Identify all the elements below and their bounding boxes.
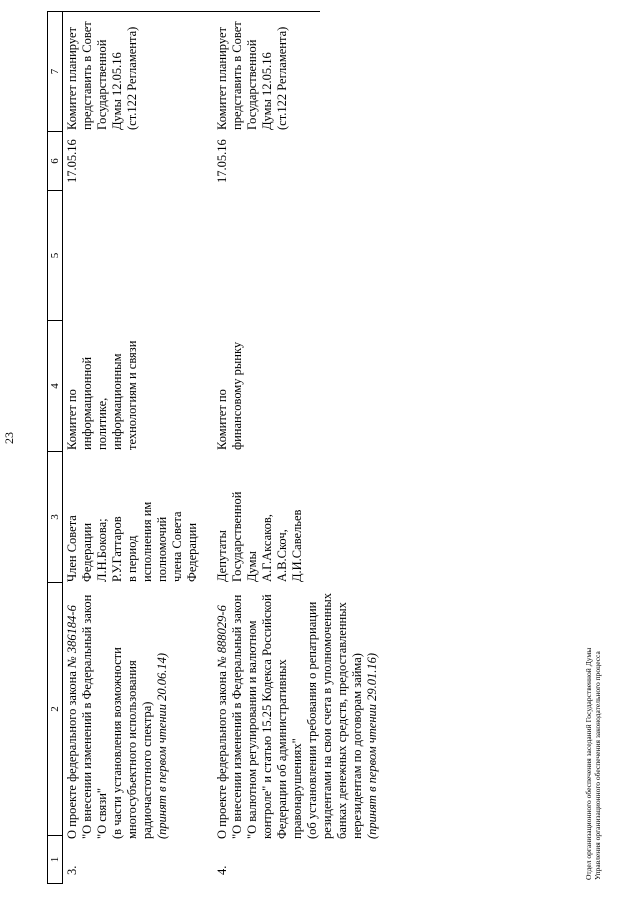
text-line: Д.И.Савельев: [290, 509, 304, 582]
text-line: Комитет планирует: [65, 27, 79, 130]
text-line: банках денежных средств, предоставленных: [335, 602, 349, 839]
text-line: Федерации: [185, 522, 199, 582]
row4-number: 4.: [215, 865, 229, 875]
page-footer: [584, 648, 602, 880]
text-line: в период: [125, 535, 139, 582]
text-line: финансовому рынку: [230, 341, 244, 450]
footer-line: Отдел организационного обеспечения заседаний Государственной Думы: [584, 647, 593, 880]
text-line: О проекте федерального закона № 888029-6: [215, 605, 229, 839]
text-line: Комитет планирует: [215, 27, 229, 130]
header-col-6: 6: [48, 132, 62, 191]
header-col-7: 7: [48, 12, 62, 132]
header-col-5: 5: [48, 191, 62, 321]
text-line: (об установлении требования о репатриации: [305, 601, 319, 839]
row3-committee: [65, 341, 140, 450]
row4-committee: [215, 342, 245, 450]
header-col-2: 2: [48, 583, 62, 836]
text-line: "О связи": [95, 787, 109, 839]
text-line: Р.У.Гаттаров: [110, 516, 124, 582]
text-line: Государственной: [95, 39, 109, 130]
text-line: радиочастотного спектра): [140, 701, 154, 839]
text-line: А.В.Скоч,: [275, 529, 289, 582]
page-number: 23: [2, 432, 16, 444]
row4-plan-note: [215, 21, 290, 130]
text-line: представить в Совет: [230, 21, 244, 130]
row4-bill-title: [215, 593, 380, 839]
row3-date: 17.05.16: [65, 139, 79, 183]
text-line: Государственной: [245, 39, 259, 130]
row4-date: 17.05.16: [215, 139, 229, 183]
text-line: Думы 12.05.16: [260, 52, 274, 130]
footer-line: Управления организационного обеспечения законодательного процесса: [593, 651, 602, 880]
text-line: (принят в первом чтении 20.06.14): [155, 652, 169, 839]
text-line: О проекте федерального закона № 386184-6: [65, 605, 79, 839]
text-line: полномочий: [155, 516, 169, 582]
text-line: "О внесении изменений в Федеральный закон: [230, 594, 244, 839]
text-line: резидентами на свои счета в уполномоченных: [320, 593, 334, 839]
row4-initiator: [215, 492, 305, 582]
header-col-4: 4: [48, 321, 62, 452]
header-col-3: 3: [48, 452, 62, 583]
table-header-row: [47, 11, 63, 884]
table-right-border: [47, 11, 320, 12]
text-line: правонарушениях": [290, 738, 304, 839]
text-line: "О внесении изменений в Федеральный закон: [80, 594, 94, 839]
text-line: Член Совета: [65, 515, 79, 582]
text-line: Комитет по: [215, 389, 229, 450]
text-line: (в части установления возможности: [110, 647, 124, 839]
text-line: члена Совета: [170, 511, 184, 582]
text-line: исполнения им: [140, 501, 154, 582]
text-line: представить в Совет: [80, 21, 94, 130]
row3-number: 3.: [65, 865, 79, 875]
text-line: Депутаты: [215, 530, 229, 582]
text-line: Комитет по: [65, 389, 79, 450]
row3-initiator: [65, 502, 200, 582]
text-line: Федерации об административных: [275, 659, 289, 839]
header-col-1: 1: [49, 856, 61, 863]
row3-bill-title: [65, 595, 170, 839]
text-line: (принят в первом чтении 29.01.16): [365, 652, 379, 839]
text-line: технологиям и связи: [125, 340, 139, 450]
text-line: Думы: [245, 551, 259, 582]
text-line: нерезидентам по договорам займа): [350, 653, 364, 839]
text-line: информационным: [110, 353, 124, 450]
text-line: Государственной: [230, 491, 244, 582]
text-line: Федерации: [80, 522, 94, 582]
text-line: "О валютном регулировании и валютном: [245, 620, 259, 839]
text-line: контроле" и статью 15.25 Кодекса Российской: [260, 594, 274, 839]
text-line: А.Г.Аксаков,: [260, 514, 274, 582]
text-line: Думы 12.05.16: [110, 52, 124, 130]
text-line: (ст.122 Регламента): [125, 26, 139, 130]
row3-plan-note: [65, 21, 140, 130]
text-line: (ст.122 Регламента): [275, 26, 289, 130]
text-line: информационной: [80, 356, 94, 450]
text-line: политике,: [95, 397, 109, 450]
text-line: Л.Н.Бокова;: [95, 518, 109, 582]
text-line: многосубъектного использования: [125, 660, 139, 839]
